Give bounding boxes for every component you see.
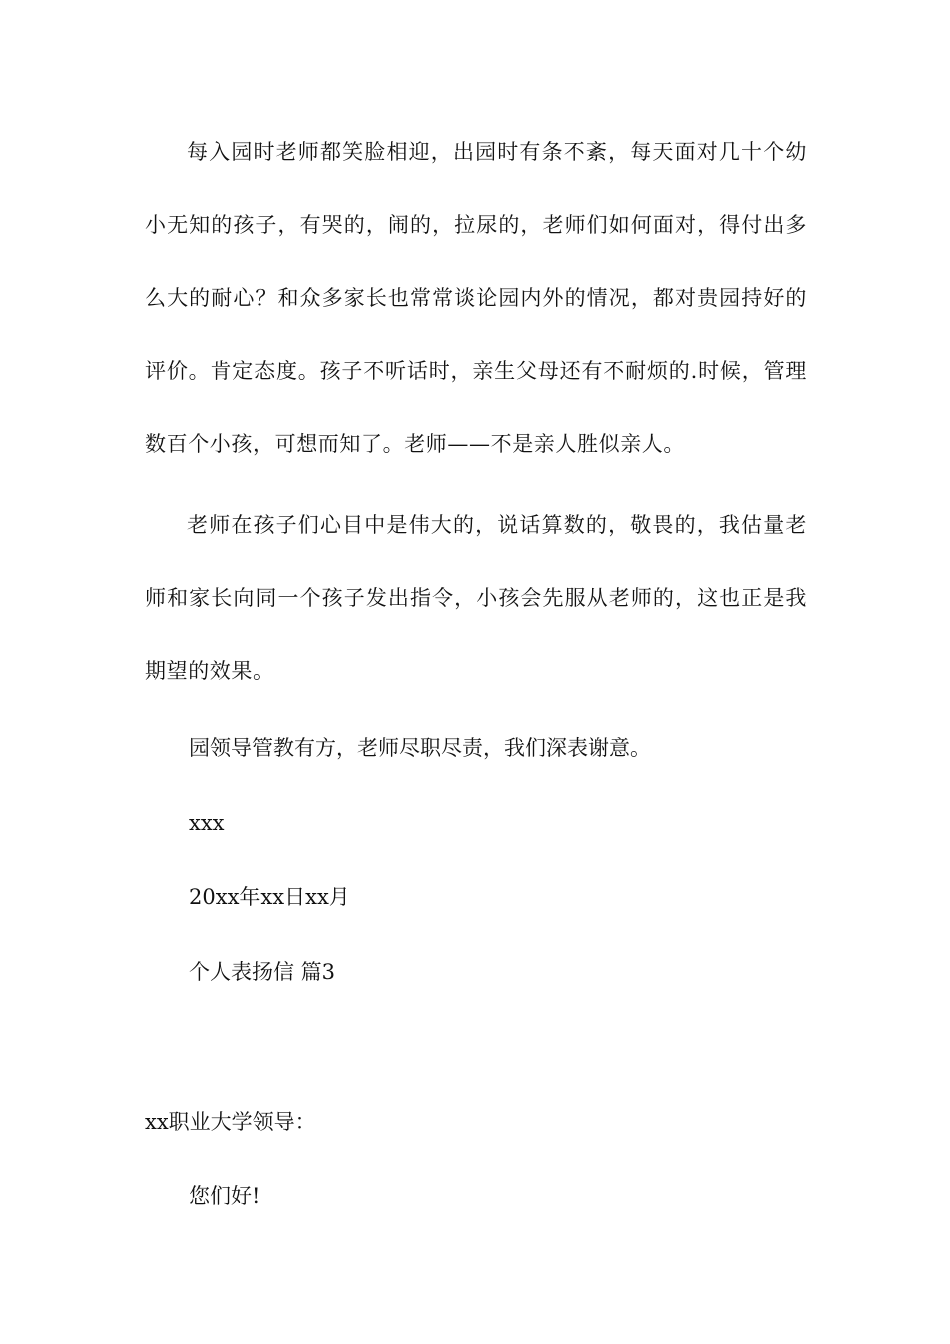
section-title: 个人表扬信 篇3	[189, 960, 336, 984]
body-paragraph-1: 每入园时老师都笑脸相迎，出园时有条不紊，每天面对几十个幼小无知的孩子，有哭的，闹的，拉尿的，老师们如何面对，得付出多么大的耐心？和众多家长也常常谈论园内外的情况，都对贵园持好的评价。肯定态度。孩子不听话时，亲生父母还有不耐烦的.时候，管理数百个小孩，可想而知了。老师——不是亲人胜似亲人。	[145, 140, 807, 456]
signature: xxx	[189, 811, 225, 835]
body-paragraph-2: 老师在孩子们心目中是伟大的，说话算数的，敬畏的，我估量老师和家长向同一个孩子发出指令，小孩会先服从老师的，这也正是我期望的效果。	[145, 513, 807, 683]
thanks-line: 园领导管教有方，老师尽职尽责，我们深表谢意。	[189, 736, 651, 760]
date-line: 20xx年xx日xx月	[189, 885, 350, 909]
salutation: xx职业大学领导：	[145, 1110, 316, 1134]
greeting: 您们好!	[189, 1184, 261, 1208]
